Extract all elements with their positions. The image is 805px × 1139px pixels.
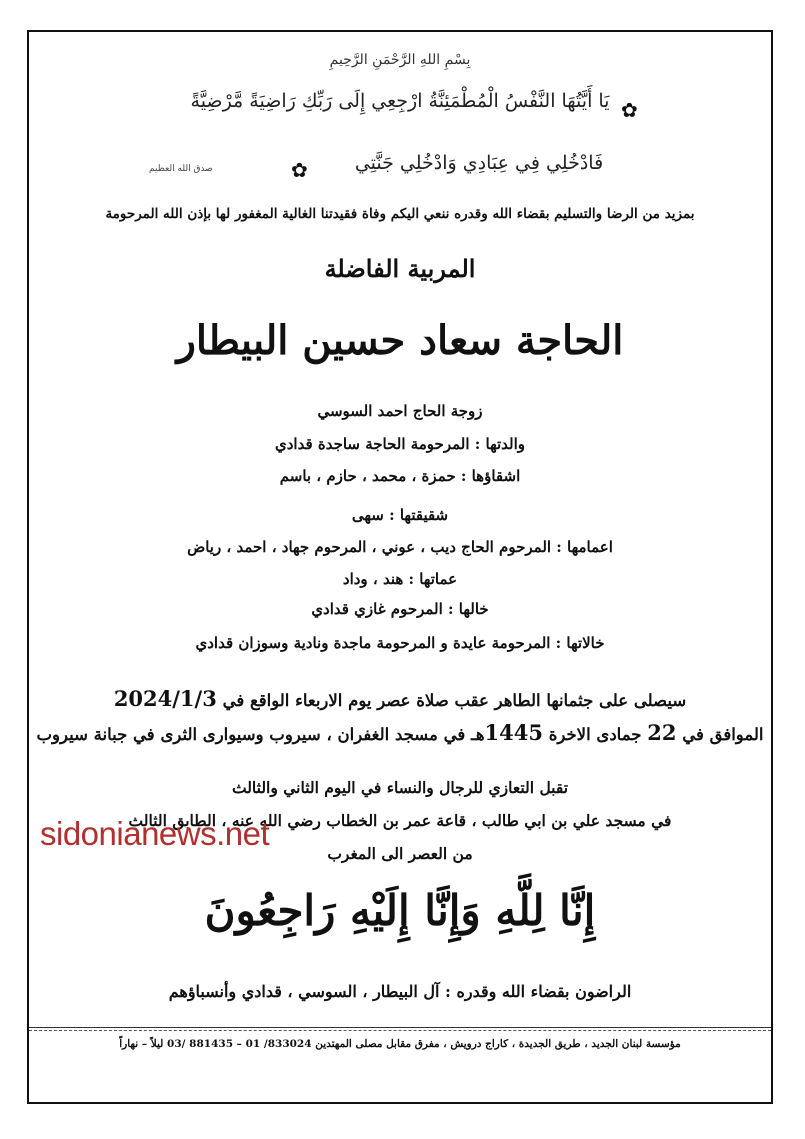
hijri-year: 1445 — [484, 720, 543, 745]
condolence-line: في مسجد علي بن ابي طالب ، قاعة عمر بن الخطاب رضي الله عنه ، الطابق الثالث — [128, 811, 672, 830]
condolence-line: تقبل التعازي للرجال والنساء في اليوم الثاني والثالث — [231, 778, 569, 797]
prayer-line1 — [29, 686, 771, 711]
relative-line: شقيقتها : سهى — [351, 506, 449, 524]
flower-ornament-icon: ✿ — [621, 98, 638, 122]
intro-text: بمزيد من الرضا والتسليم بقضاء الله وقدره ننعي اليكم وفاة فقيدتنا الغالية المغفور لها بإذن الله المرحومة — [105, 206, 695, 222]
relative-line: والدتها : المرحومة الحاجة ساجدة قدادي — [274, 435, 526, 453]
relative-line: زوجة الحاج احمد السوسي — [317, 402, 483, 420]
prayer-line2 — [29, 720, 771, 745]
basmala: بِسْمِ اللهِ الرَّحْمَنِ الرَّحِيمِ — [329, 52, 471, 68]
condolence-line: من العصر الى المغرب — [327, 844, 473, 863]
family-line: الراضون بقضاء الله وقدره : آل البيطار ، السوسي ، قدادي وأنسباؤهم — [168, 982, 632, 1001]
relative-line: اعمامها : المرحوم الحاج ديب ، عوني ، المرحوم جهاد ، احمد ، رياض — [187, 538, 613, 556]
hijri-day: 22 — [647, 720, 677, 745]
divider — [29, 1030, 771, 1031]
footer-contact: مؤسسة لبنان الجديد ، طريق الجديدة ، كاراج درويش ، مفرق مقابل مصلى المهتدين 833024/ 01 – 881435 /03 ليلاً – نهاراً — [119, 1038, 681, 1050]
sadaqa-allah-text: صدق الله العظيم — [149, 164, 213, 174]
prayer-date: 2024/1/3 — [113, 686, 217, 711]
hijri-month: جمادى الاخرة — [548, 725, 642, 744]
quran-verse-line1: يَا أَيَّتُهَا النَّفْسُ الْمُطْمَئِنَّةُ ارْجِعِي إِلَى رَبِّكِ رَاضِيَةً مَّرْضِيَّةً — [190, 90, 610, 112]
quran-verse-line2: فَادْخُلِي فِي عِبَادِي وَادْخُلِي جَنَّتِي — [354, 152, 604, 174]
obituary-frame — [27, 30, 773, 1104]
relative-line: عماتها : هند ، وداد — [342, 570, 458, 588]
deceased-name: الحاجة سعاد حسين البيطار — [176, 317, 624, 364]
prayer-text: سيصلى على جثمانها الطاهر عقب صلاة عصر يوم الاربعاء الواقع في — [222, 691, 687, 710]
prayer-location: هـ في مسجد الغفران ، سيروب وسيوارى الثرى في جبانة سيروب — [36, 725, 485, 744]
relative-line: اشقاؤها : حمزة ، محمد ، حازم ، باسم — [279, 467, 521, 485]
deceased-title: المربية الفاضلة — [324, 254, 476, 283]
prayer-prefix: الموافق في — [682, 725, 764, 744]
watermark: sidonianews.net — [40, 815, 270, 852]
divider — [29, 1027, 771, 1028]
flower-ornament-icon: ✿ — [291, 158, 308, 182]
relative-line: خالها : المرحوم غازي قدادي — [311, 600, 489, 618]
inna-lillah-calligraphy: إِنَّا لِلَّهِ وَإِنَّا إِلَيْهِ رَاجِعُونَ — [204, 886, 596, 935]
relative-line: خالاتها : المرحومة عايدة و المرحومة ماجدة ونادية وسوزان قدادي — [195, 634, 605, 652]
